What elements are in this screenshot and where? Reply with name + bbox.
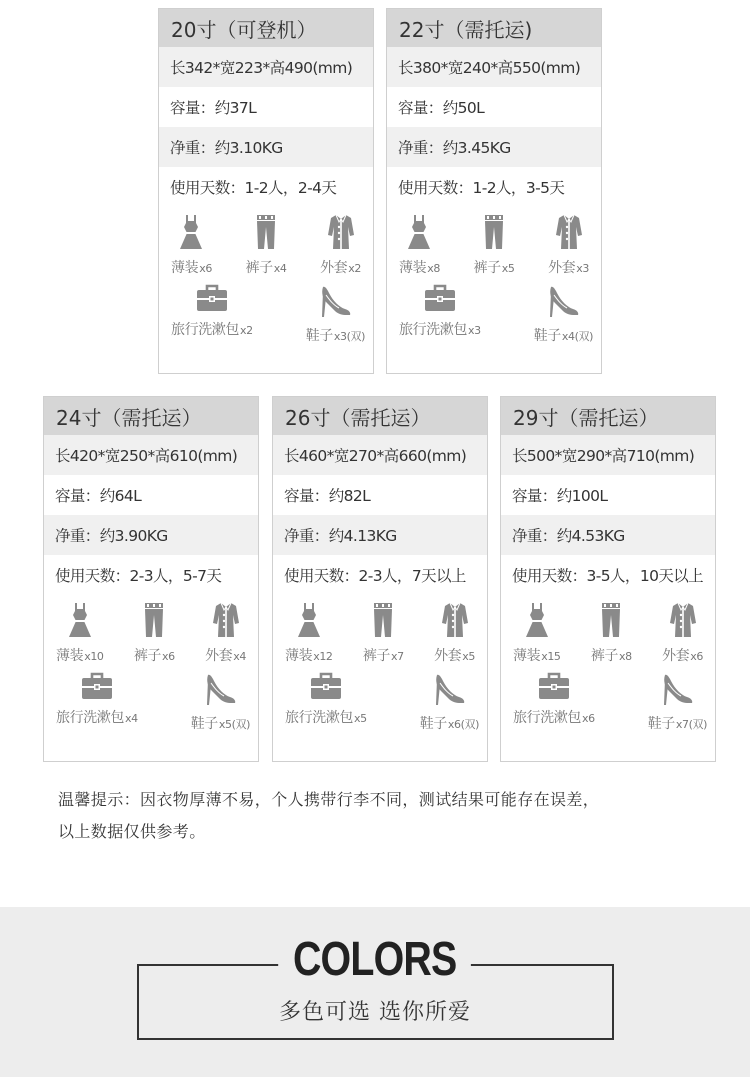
packing-item	[205, 601, 246, 665]
packing-item-count: x5(双)	[218, 718, 250, 731]
packing-item-count: x5	[354, 712, 367, 725]
packing-item-count: x6	[199, 262, 212, 275]
dress-icon	[524, 601, 550, 639]
packing-items-accessories	[273, 665, 487, 733]
card-weight: 净重：约4.13KG	[273, 515, 487, 555]
packing-item-count: x8	[619, 650, 632, 663]
dress-icon	[67, 601, 93, 639]
card-usage-days: 使用天数：1-2人，2-4天	[170, 179, 337, 197]
packing-item-count: x12	[313, 650, 333, 663]
packing-item-count: x8	[427, 262, 440, 275]
high-heel-icon	[431, 671, 467, 707]
disclaimer-line-2: 以上数据仅供参考。	[58, 822, 206, 841]
packing-item-label: 旅行洗漱包	[171, 322, 239, 338]
card-usage-days: 使用天数：2-3人，7天以上	[284, 567, 466, 585]
card-capacity: 容量：约50L	[398, 99, 485, 117]
coat-icon	[668, 601, 698, 639]
dress-icon	[178, 213, 204, 251]
packing-item	[285, 601, 333, 665]
card-dimensions: 长420*宽250*高610(mm)	[44, 435, 258, 475]
packing-item-count: x6	[582, 712, 595, 725]
pants-icon	[371, 601, 395, 639]
packing-item	[662, 601, 703, 665]
packing-items-clothes	[273, 595, 487, 665]
high-heel-icon	[317, 283, 353, 319]
packing-item	[285, 671, 367, 733]
packing-item-count: x4	[233, 650, 246, 663]
card-usage-days: 使用天数：3-5人，10天以上	[512, 567, 704, 585]
colors-subtitle: 多色可选 选你所爱	[279, 1000, 471, 1025]
size-card-29	[500, 396, 716, 762]
packing-item-label: 鞋子	[647, 716, 675, 732]
size-card-26	[272, 396, 488, 762]
packing-item-label: 外套	[662, 648, 690, 664]
card-dimensions: 长380*宽240*高550(mm)	[387, 47, 601, 87]
card-dimensions: 长342*宽223*高490(mm)	[159, 47, 373, 87]
toiletry-bag-icon	[423, 283, 457, 313]
packing-item-count: x3(双)	[333, 330, 365, 343]
packing-items-clothes	[387, 207, 601, 277]
pants-icon	[599, 601, 623, 639]
card-title: 24寸（需托运）	[44, 397, 258, 435]
packing-item-label: 外套	[434, 648, 462, 664]
card-usage-days: 使用天数：1-2人，3-5天	[398, 179, 565, 197]
packing-item	[320, 213, 361, 277]
packing-item-label: 薄装	[399, 260, 427, 276]
packing-item-count: x4(双)	[561, 330, 593, 343]
packing-item-label: 旅行洗漱包	[513, 710, 581, 726]
packing-item	[171, 283, 253, 345]
packing-item-count: x2	[240, 324, 253, 337]
packing-item-label: 鞋子	[533, 328, 561, 344]
packing-item-label: 薄装	[513, 648, 541, 664]
card-weight: 净重：约3.90KG	[44, 515, 258, 555]
packing-item	[246, 213, 287, 277]
packing-items-clothes	[501, 595, 715, 665]
packing-item-label: 裤子	[362, 648, 391, 664]
packing-item	[548, 213, 589, 277]
packing-item-label: 鞋子	[305, 328, 333, 344]
packing-item	[420, 671, 479, 733]
size-card-20	[158, 8, 374, 374]
card-capacity: 容量：约37L	[170, 99, 257, 117]
packing-item-label: 外套	[320, 260, 348, 276]
packing-items-clothes	[159, 207, 373, 277]
packing-items-accessories	[501, 665, 715, 733]
toiletry-bag-icon	[537, 671, 571, 701]
card-title: 20寸（可登机）	[159, 9, 373, 47]
packing-item	[171, 213, 212, 277]
dress-icon	[406, 213, 432, 251]
packing-items-accessories	[44, 665, 258, 733]
packing-item-count: x6	[690, 650, 703, 663]
packing-item	[363, 601, 404, 665]
packing-item-count: x7	[391, 650, 404, 663]
packing-item-label: 裤子	[473, 260, 501, 276]
packing-items-accessories	[159, 277, 373, 345]
packing-item	[399, 283, 481, 345]
card-dimensions: 长460*宽270*高660(mm)	[273, 435, 487, 475]
packing-item	[513, 601, 561, 665]
packing-item-count: x6	[162, 650, 175, 663]
toiletry-bag-icon	[309, 671, 343, 701]
packing-item-count: x4	[125, 712, 138, 725]
coat-icon	[211, 601, 241, 639]
packing-item-count: x5	[501, 262, 515, 275]
card-capacity: 容量：约100L	[512, 487, 608, 505]
pants-icon	[254, 213, 278, 251]
packing-item	[513, 671, 595, 733]
card-usage-days: 使用天数：2-3人，5-7天	[55, 567, 222, 585]
packing-item-count: x15	[541, 650, 561, 663]
coat-icon	[440, 601, 470, 639]
card-capacity: 容量：约82L	[284, 487, 371, 505]
packing-item-count: x4	[273, 262, 287, 275]
packing-item-label: 旅行洗漱包	[285, 710, 353, 726]
toiletry-bag-icon	[80, 671, 114, 701]
packing-item	[434, 601, 475, 665]
packing-item	[648, 671, 707, 733]
packing-item	[534, 283, 593, 345]
packing-item-label: 薄装	[171, 260, 199, 276]
packing-item	[56, 601, 104, 665]
packing-item	[191, 671, 250, 733]
packing-item-count: x6(双)	[447, 718, 479, 731]
packing-item-count: x10	[84, 650, 104, 663]
card-weight: 净重：约3.10KG	[159, 127, 373, 167]
packing-item-label: 裤子	[245, 260, 273, 276]
packing-item	[399, 213, 440, 277]
packing-item-label: 裤子	[133, 648, 162, 664]
colors-title: COLORS	[279, 931, 472, 989]
card-title: 22寸（需托运)	[387, 9, 601, 47]
packing-item-label: 鞋子	[419, 716, 447, 732]
colors-banner	[0, 907, 750, 1077]
card-dimensions: 长500*宽290*高710(mm)	[501, 435, 715, 475]
disclaimer-line-1: 温馨提示：因衣物厚薄不易，个人携带行李不同，测试结果可能存在误差，	[58, 790, 600, 809]
card-weight: 净重：约3.45KG	[387, 127, 601, 167]
packing-item-count: x5	[462, 650, 475, 663]
packing-item-count: x3	[576, 262, 589, 275]
packing-item-count: x7(双)	[675, 718, 707, 731]
coat-icon	[554, 213, 584, 251]
packing-item-count: x2	[348, 262, 361, 275]
packing-item-label: 旅行洗漱包	[56, 710, 124, 726]
card-capacity: 容量：约64L	[55, 487, 142, 505]
packing-item	[306, 283, 365, 345]
size-card-24	[43, 396, 259, 762]
packing-item-label: 薄装	[285, 648, 313, 664]
pants-icon	[482, 213, 506, 251]
packing-items-accessories	[387, 277, 601, 345]
coat-icon	[326, 213, 356, 251]
packing-item	[56, 671, 138, 733]
packing-item-label: 外套	[205, 648, 233, 664]
packing-item	[474, 213, 515, 277]
packing-item	[591, 601, 632, 665]
packing-item	[134, 601, 175, 665]
card-title: 26寸（需托运）	[273, 397, 487, 435]
packing-item-count: x3	[468, 324, 481, 337]
packing-item-label: 旅行洗漱包	[399, 322, 467, 338]
toiletry-bag-icon	[195, 283, 229, 313]
card-weight: 净重：约4.53KG	[501, 515, 715, 555]
packing-item-label: 薄装	[56, 648, 84, 664]
disclaimer-note	[58, 784, 599, 848]
packing-item-label: 裤子	[590, 648, 619, 664]
high-heel-icon	[545, 283, 581, 319]
packing-items-clothes	[44, 595, 258, 665]
dress-icon	[296, 601, 322, 639]
high-heel-icon	[659, 671, 695, 707]
packing-item-label: 外套	[548, 260, 576, 276]
packing-item-label: 鞋子	[190, 716, 218, 732]
size-card-22	[386, 8, 602, 374]
card-title: 29寸（需托运）	[501, 397, 715, 435]
high-heel-icon	[202, 671, 238, 707]
pants-icon	[142, 601, 166, 639]
